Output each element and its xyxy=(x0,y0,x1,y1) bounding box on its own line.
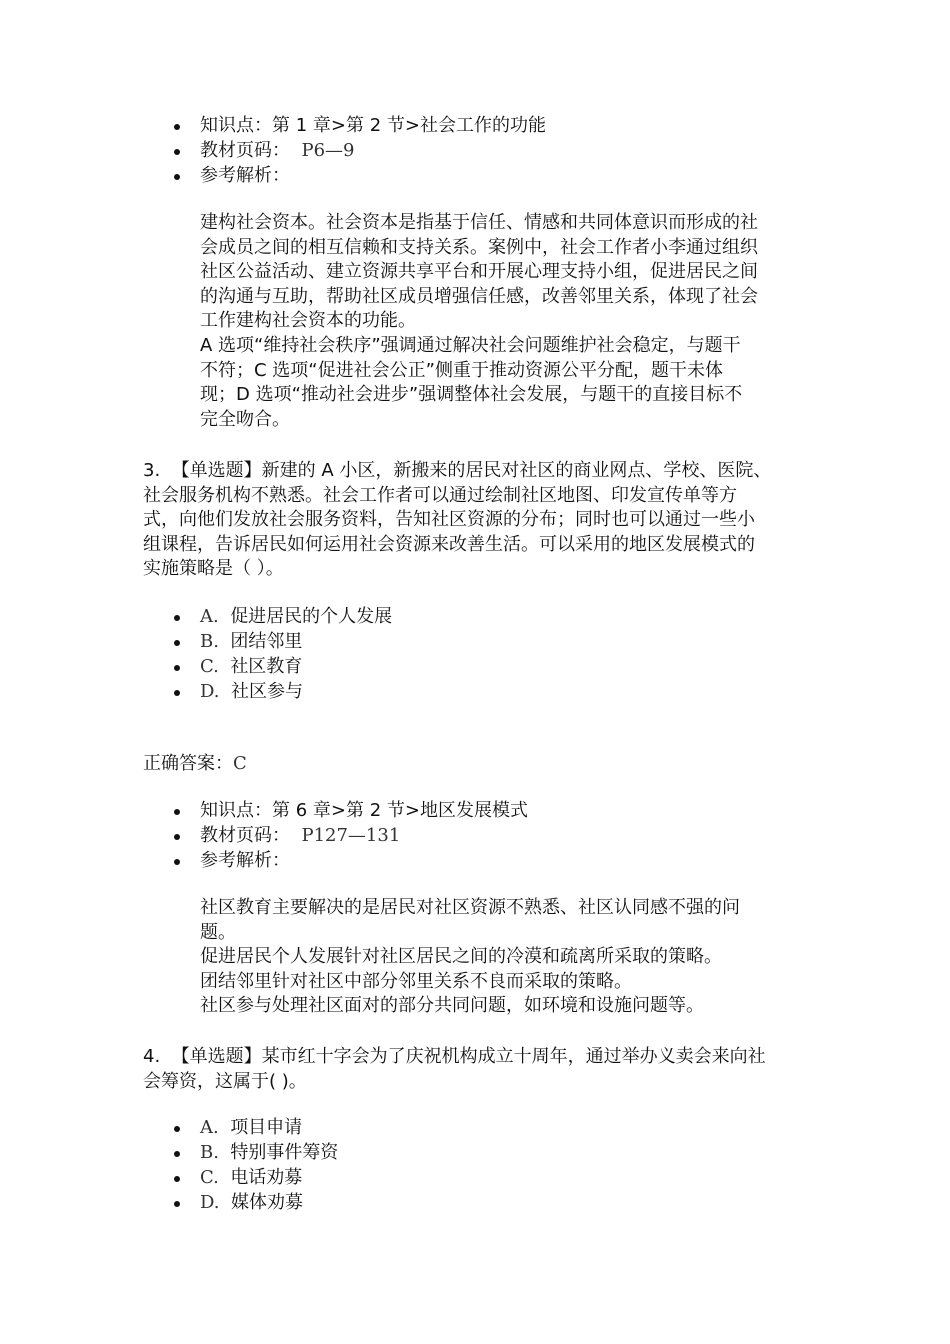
option-letter: A. xyxy=(200,1117,219,1138)
pages-value: P6—9 xyxy=(301,140,355,161)
option-text: 项目申请 xyxy=(230,1117,303,1138)
pages-value: P127—131 xyxy=(301,825,401,846)
knowledge-value: 第 6 章>第 2 节>地区发展模式 xyxy=(272,800,528,821)
bullet-icon xyxy=(174,1151,180,1157)
option-text: 媒体劝募 xyxy=(230,1192,303,1213)
option-letter: D. xyxy=(200,681,220,702)
option-letter: B. xyxy=(200,631,219,652)
bullet-icon xyxy=(174,690,180,696)
q3-analysis: 社区教育主要解决的是居民对社区资源不熟悉、社区认同感不强的问 题。 促进居民个人发展针对社区居民之间的冷漠和疏离所采取的策略。 团结邻里针对社区中部分邻里关系不良而采取的策略。 社区参与处理社区面对的部分共同问题，如环境和设施问题等。 xyxy=(200,897,740,1016)
question-text: 【单选题】某市红十字会为了庆祝机构成立十周年，通过举办义卖会来向社 会筹资，这属于( )。 xyxy=(143,1046,766,1092)
knowledge-label: 知识点： xyxy=(200,115,272,136)
pages-label: 教材页码： xyxy=(200,825,290,846)
bullet-icon xyxy=(174,640,180,646)
option-text: 社区参与 xyxy=(230,681,303,702)
option-letter: D. xyxy=(200,1192,220,1213)
analysis-label: 参考解析： xyxy=(200,850,290,871)
bullet-icon xyxy=(174,1176,180,1182)
question-number: 3. xyxy=(143,460,161,481)
q2-analysis-paragraph-2: A 选项“维持社会秩序”强调通过解决社会问题维护社会稳定，与题干 不符；C 选项“促进社会公正”侧重于推动资源公平分配，题干未体 现；D 选项“推动社会进步”强调整体社会发展，与题干的直接目标不 完全吻合。 xyxy=(200,335,743,430)
bullet-icon xyxy=(174,859,180,865)
question-text: 【单选题】新建的 A 小区，新搬来的居民对社区的商业网点、学校、医院、 社会服务机构不熟悉。社会工作者可以通过绘制社区地图、印发宣传单等方 式，向他们发放社会服务资料，告知社区资源的分布；同时也可以通过一些小 组课程，告诉居民如何运用社会资源来改善生活。可以采用的地区发展模式的 实施策略是（ ）。 xyxy=(143,460,772,579)
q3-correct-answer xyxy=(143,752,247,777)
option-text: 特别事件筹资 xyxy=(230,1142,339,1163)
option-letter: A. xyxy=(200,606,219,627)
q2-analysis-paragraph-1: 建构社会资本。社会资本是指基于信任、情感和共同体意识而形成的社 会成员之间的相互信赖和支持关系。案例中，社会工作者小李通过组织 社区公益活动、建立资源共享平台和开展心理支持小组，促进居民之间 的沟通与互助，帮助社区成员增强信任感，改善邻里关系，体现了社会 工作建构社会资本的功能。 xyxy=(200,212,758,331)
knowledge-label: 知识点： xyxy=(200,800,272,821)
q4-stem xyxy=(143,1045,811,1094)
answer-label: 正确答案： xyxy=(143,753,233,774)
bullet-icon xyxy=(174,665,180,671)
bullet-icon xyxy=(174,834,180,840)
bullet-icon xyxy=(174,124,180,130)
bullet-icon xyxy=(174,1126,180,1132)
bullet-icon xyxy=(174,149,180,155)
option-text: 电话劝募 xyxy=(230,1167,303,1188)
option-text: 促进居民的个人发展 xyxy=(230,606,393,627)
option-text: 社区教育 xyxy=(230,656,303,677)
pages-label: 教材页码： xyxy=(200,140,290,161)
option-letter: C. xyxy=(200,1167,219,1188)
option-letter: C. xyxy=(200,656,219,677)
question-number: 4. xyxy=(143,1046,161,1067)
answer-value: C xyxy=(233,753,247,774)
knowledge-value: 第 1 章>第 2 节>社会工作的功能 xyxy=(272,115,546,136)
bullet-icon xyxy=(174,174,180,180)
analysis-label: 参考解析： xyxy=(200,165,290,186)
option-text: 团结邻里 xyxy=(230,631,303,652)
option-letter: B. xyxy=(200,1142,219,1163)
bullet-icon xyxy=(174,615,180,621)
bullet-icon xyxy=(174,1201,180,1207)
q3-stem xyxy=(143,459,811,582)
bullet-icon xyxy=(174,809,180,815)
